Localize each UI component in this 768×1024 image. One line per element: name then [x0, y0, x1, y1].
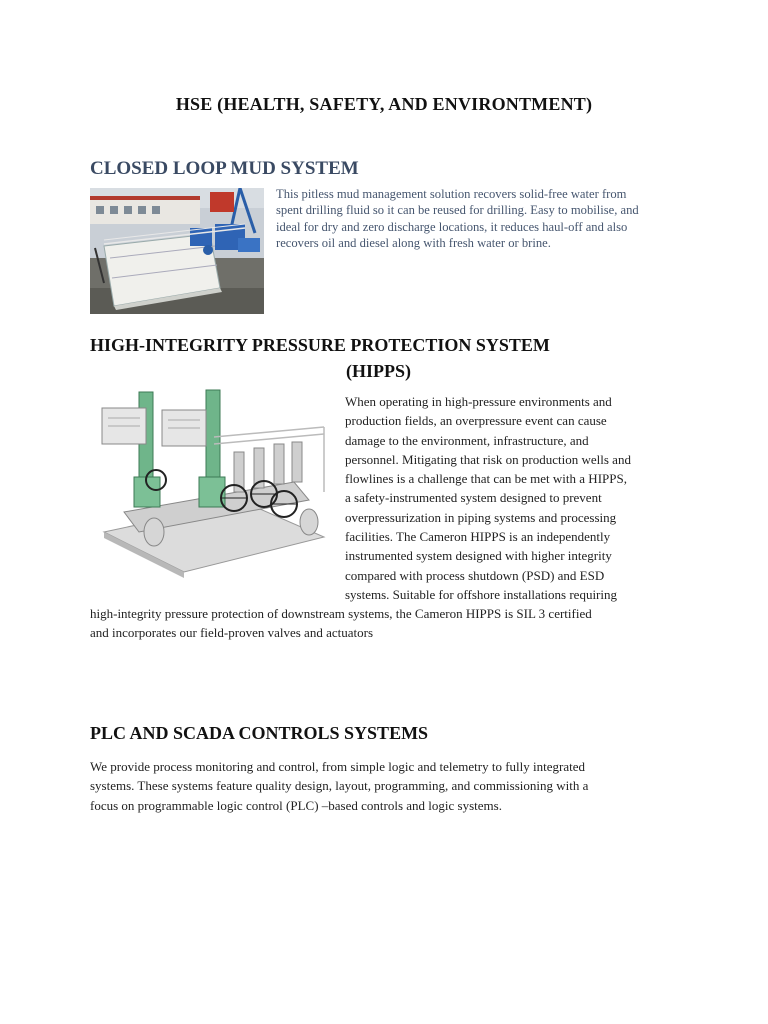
text-line: This pitless mud management solution recovers solid-free water from: [276, 187, 627, 201]
hipps-skid-illustration: [94, 382, 328, 578]
hipps-heading-line1: HIGH-INTEGRITY PRESSURE PROTECTION SYSTEM: [90, 335, 550, 355]
section-heading-hipps: [90, 332, 650, 384]
text-line: recovers oil and diesel along with fresh water or brine.: [276, 236, 551, 251]
text-line: instrumented system designed with higher integrity: [345, 548, 612, 564]
hipps-heading-line2: (HIPPS): [346, 361, 411, 381]
text-line: systems. Suitable for offshore installations requiring: [345, 586, 617, 602]
section-heading-plc-scada: PLC AND SCADA CONTROLS SYSTEMS: [90, 723, 429, 743]
page-title: HSE (HEALTH, SAFETY, AND ENVIRONTMENT): [175, 94, 593, 114]
text-line: facilities. The Cameron HIPPS is an independently: [345, 529, 611, 545]
text-line: spent drilling fluid so it can be reused for drilling. Easy to mobilise, and: [276, 203, 639, 218]
text-line: and incorporates our field-proven valves and actuators: [90, 625, 374, 641]
text-line: We provide process monitoring and control, from simple logic and telemetry to fully integrated: [90, 759, 585, 774]
text-line: personnel. Mitigating that risk on production wells and: [345, 451, 631, 467]
hipps-paragraph-wrapped: [345, 392, 685, 604]
text-line: ideal for dry and zero discharge locations, it reduces haul-off and also: [276, 219, 628, 234]
plc-scada-paragraph: [90, 757, 730, 815]
text-line: compared with process shutdown (PSD) and ESD: [345, 567, 605, 583]
section-heading-mud-system: CLOSED LOOP MUD SYSTEM: [90, 158, 359, 179]
text-line: overpressurization in piping systems and processing: [345, 509, 617, 525]
text-line: focus on programmable logic control (PLC) –based controls and logic systems.: [90, 797, 502, 813]
text-line: production fields, an overpressure event can cause: [345, 413, 607, 429]
mud-system-photo: [90, 188, 264, 314]
text-line: high-integrity pressure protection of downstream systems, the Cameron HIPPS is SIL 3 certified: [90, 606, 592, 621]
text-line: When operating in high-pressure environments and: [345, 394, 612, 409]
text-line: flowlines is a challenge that can be met with a HIPPS,: [345, 471, 627, 487]
text-line: a safety-instrumented system designed to prevent: [345, 490, 602, 506]
mud-system-paragraph: [276, 186, 696, 252]
hipps-paragraph-full: [90, 604, 730, 643]
text-line: damage to the environment, infrastructure, and: [345, 432, 589, 448]
text-line: systems. These systems feature quality design, layout, programming, and commissioning with a: [90, 778, 589, 794]
